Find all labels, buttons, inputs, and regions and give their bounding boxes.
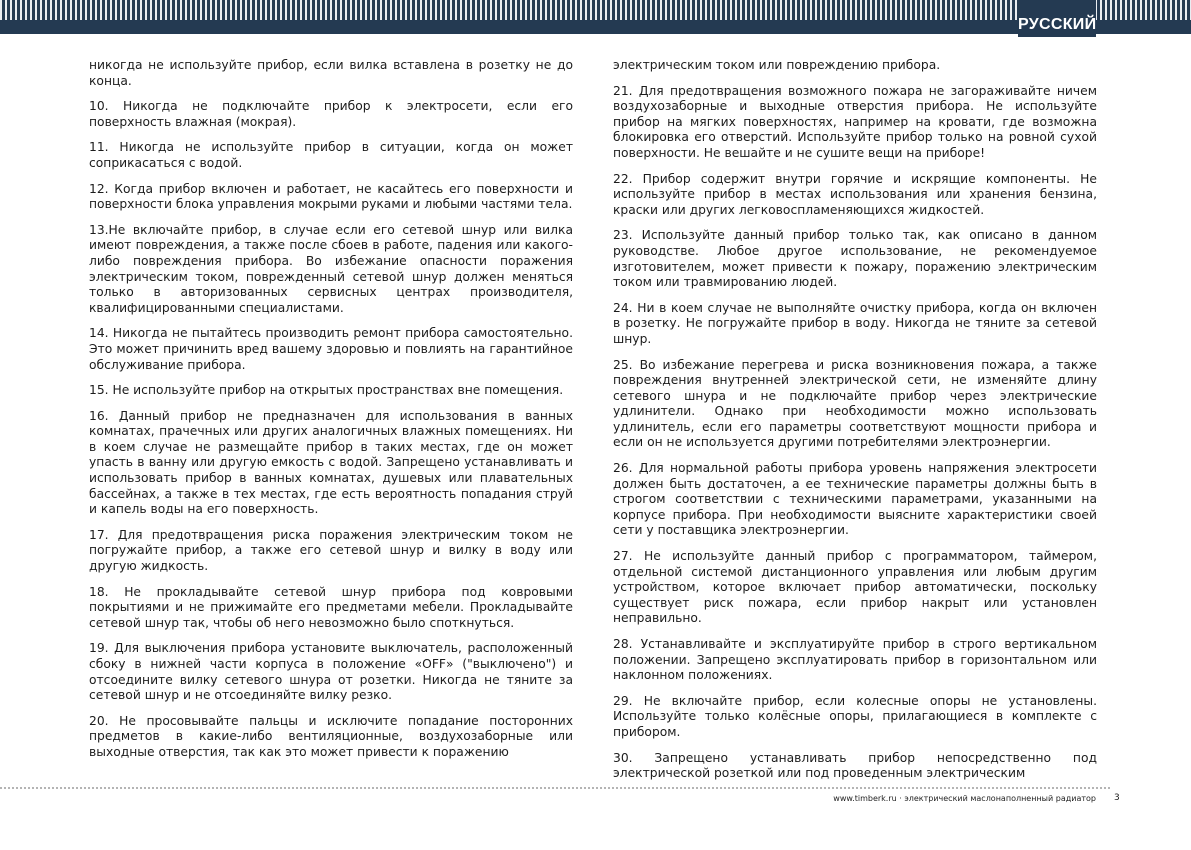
paragraph-18: 18. Не прокладывайте сетевой шнур прибора под ковровыми покрытиями и не прижимайте его предметами мебели. Прокладывайте сетевой шнур так, чтобы об него невозможно было споткнуться. xyxy=(89,584,573,630)
paragraph-25: 25. Во избежание перегрева и риска возникновения пожара, а также повреждения внутренней электрической сети, не изменяйте длину сетевого шнура и не подключайте прибор через электрические удлинители. Однако при необходимости можно использовать удлинитель, если его параметры соответствуют мощности прибора и если он не используется другими потребителями электроэнергии. xyxy=(613,357,1097,450)
paragraph-16: 16. Данный прибор не предназначен для использования в ванных комнатах, прачечных или других аналогичных влажных помещениях. Ни в коем случае не размещайте прибор в таких местах, где он может упасть в ванну или другую емкость с водой. Запрещено устанавливать и использовать прибор в ванных комнатах, душевых или плавательных бассейнах, а также в тех местах, где есть вероятность попадания струй и капель воды на его поверхность. xyxy=(89,408,573,517)
paragraph-23: 23. Используйте данный прибор только так, как описано в данном руководстве. Любое другое использование, не рекомендуемое изготовителем, может привести к пожару, поражению электрическим током или травмированию людей. xyxy=(613,228,1097,290)
paragraph-27: 27. Не используйте данный прибор с программатором, таймером, отдельной системой дистанционного управления или любым другим устройством, которое включает прибор автоматически, поскольку существует риск пожара, если прибор накрыт или установлен неправильно. xyxy=(613,549,1097,626)
page-number: 3 xyxy=(1114,793,1120,803)
paragraph-30: 30. Запрещено устанавливать прибор непосредственно под электрической розеткой или под проведенным электрическим xyxy=(613,750,1097,781)
paragraph-26: 26. Для нормальной работы прибора уровень напряжения электросети должен быть достаточен, а ее технические параметры должны быть в строгом соответствии с техническими параметрами, указанными на корпусе прибора. При необходимости выясните характеристики своей сети у поставщика электроэнергии. xyxy=(613,461,1097,538)
language-tab: РУССКИЙ xyxy=(1018,0,1096,37)
paragraph-12: 12. Когда прибор включен и работает, не касайтесь его поверхности и поверхности блока управления мокрыми руками и любыми частями тела. xyxy=(89,181,573,212)
right-text-column xyxy=(613,58,1097,792)
paragraph-15: 15. Не используйте прибор на открытых пространствах вне помещения. xyxy=(89,383,564,398)
paragraph-17: 17. Для предотвращения риска поражения электрическим током не погружайте прибор, а также его сетевой шнур и вилку в воду или другую жидкость. xyxy=(89,527,573,574)
paragraph-continued: никогда не используйте прибор, если вилка вставлена в розетку не до конца. xyxy=(89,58,573,88)
paragraph-22: 22. Прибор содержит внутри горячие и искрящие компоненты. Не используйте прибор в местах использования или хранения бензина, краски или других легковоспламеняющихся жидкостей. xyxy=(613,171,1097,217)
paragraph-24: 24. Ни в коем случае не выполняйте очистку прибора, когда он включен в розетку. Не погружайте прибор в воду. Никогда не тяните за сетевой шнур. xyxy=(613,300,1097,346)
paragraph-29: 29. Не включайте прибор, если колесные опоры не установлены. Используйте только колёсные опоры, прилагающиеся в комплекте с прибором. xyxy=(613,693,1097,739)
paragraph-21: 21. Для предотвращения возможного пожара не загораживайте ничем воздухозаборные и выходные отверстия прибора. Не используйте прибор на мягких поверхностях, например на кровати, где возможна блокировка его отверстий. Используйте прибор только на ровной сухой поверхности. Не вешайте и не сушите вещи на приборе! xyxy=(613,83,1097,160)
footer-dotted-divider xyxy=(0,787,1110,789)
paragraph-19: 19. Для выключения прибора установите выключатель, расположенный сбоку в нижней части корпуса в положение «OFF» ("выключено") и отсоедините вилку сетевого шнура от розетки. Никогда не тяните за сетевой шнур и не отсоединяйте вилку резко. xyxy=(89,641,573,703)
paragraph-20-continued: электрическим током или повреждению прибора. xyxy=(613,58,941,72)
paragraph-10: 10. Никогда не подключайте прибор к электросети, если его поверхность влажная (мокрая). xyxy=(89,99,573,129)
footer-site-title: www.timberk.ru · электрический маслонаполненный радиатор xyxy=(833,794,1096,803)
left-text-column xyxy=(89,58,573,771)
paragraph-14: 14. Никогда не пытайтесь производить ремонт прибора самостоятельно. Это может причинить вред вашему здоровью и повлиять на гарантийное обслуживание прибора. xyxy=(89,326,573,372)
paragraph-13: 13.Не включайте прибор, в случае если его сетевой шнур или вилка имеют повреждения, а также после сбоев в работе, падения или какого-либо повреждения прибора. Во избежание опасности поражения электрическим током, поврежденный сетевой шнур должен меняться только в авторизованных сервисных центрах производителя, квалифицированными специалистами. xyxy=(89,222,573,315)
paragraph-20: 20. Не просовывайте пальцы и исключите попадание посторонних предметов в какие-либо вентиляционные, воздухозаборные или выходные отверстия, так как это может привести к поражению xyxy=(89,713,573,759)
header-stripe-bar xyxy=(0,0,1191,34)
paragraph-11: 11. Никогда не используйте прибор в ситуации, когда он может соприкасаться с водой. xyxy=(89,140,573,170)
paragraph-28: 28. Устанавливайте и эксплуатируйте прибор в строго вертикальном положении. Запрещено эксплуатировать прибор в горизонтальном или наклонном положениях. xyxy=(613,637,1097,683)
